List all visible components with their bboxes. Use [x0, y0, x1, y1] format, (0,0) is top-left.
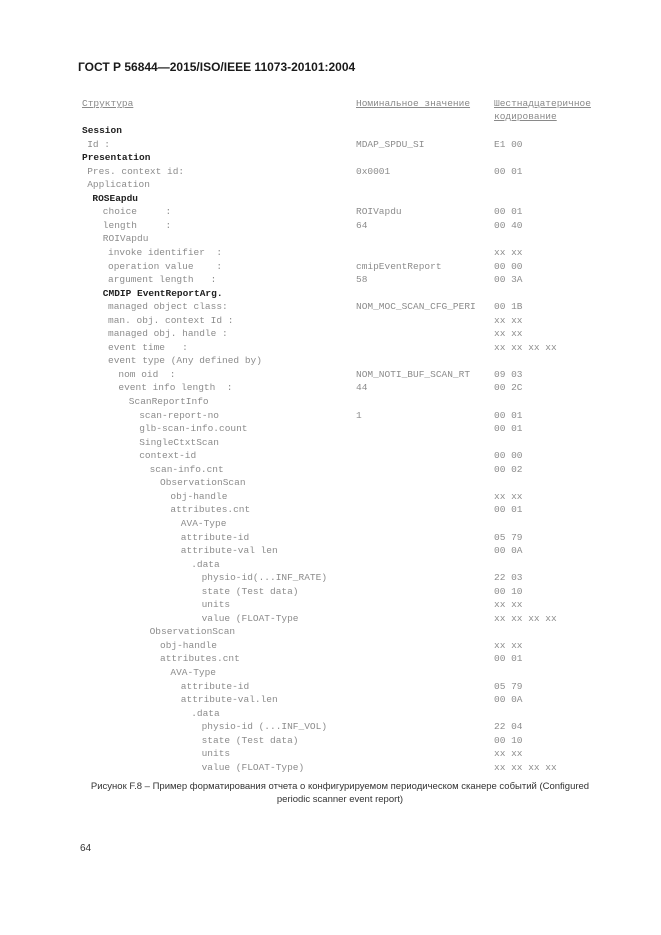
nominal-value-cell: cmipEventReport: [356, 260, 442, 272]
hex-encoding-cell: 00 40: [494, 219, 523, 231]
table-row: [0, 355, 661, 368]
structure-cell: context-id: [139, 450, 197, 462]
structure-cell: event time :: [108, 341, 188, 353]
hex-encoding-cell: 00 00: [494, 260, 523, 272]
hex-encoding-cell: 22 04: [494, 721, 523, 733]
table-row: [0, 369, 661, 382]
structure-cell: managed obj. handle :: [108, 328, 228, 340]
structure-cell: invoke identifier :: [108, 246, 223, 258]
nominal-value-cell: 58: [356, 274, 368, 286]
structure-cell: SingleCtxtScan: [139, 436, 220, 448]
structure-cell: man. obj. context Id :: [108, 314, 234, 326]
structure-cell: choice :: [102, 206, 172, 218]
table-row: [0, 288, 661, 301]
table-row: [0, 748, 661, 761]
structure-cell: scan-info.cnt: [149, 463, 224, 475]
structure-cell: Id :: [87, 138, 110, 150]
table-row: [0, 152, 661, 165]
table-row: [0, 450, 661, 463]
structure-cell: event info length :: [118, 382, 233, 394]
hex-encoding-cell: xx xx: [494, 246, 523, 258]
table-row: [0, 694, 661, 707]
hex-encoding-cell: 00 01: [494, 653, 523, 665]
figure-caption: Рисунок F.8 – Пример форматирования отчета о конфигурируемом периодическом сканере событий (Configured periodic scanner event report): [90, 781, 590, 805]
structure-cell: attributes.cnt: [170, 504, 251, 516]
table-row: [0, 464, 661, 477]
table-row: [0, 653, 661, 666]
nominal-value-cell: ROIVapdu: [356, 206, 402, 218]
structure-cell: AVA-Type: [180, 517, 227, 529]
table-row: [0, 491, 661, 504]
structure-cell: state (Test data): [201, 734, 299, 746]
structure-cell: event type (Any defined by): [108, 355, 262, 367]
table-row: [0, 125, 661, 138]
table-row: [0, 166, 661, 179]
table-row: [0, 261, 661, 274]
table-row: [0, 247, 661, 260]
table-row: [0, 410, 661, 423]
table-row: [0, 572, 661, 585]
structure-cell: attribute-val len: [180, 545, 278, 557]
hex-encoding-cell: xx xx: [494, 599, 523, 611]
structure-cell: attribute-id: [180, 680, 250, 692]
table-row: [0, 518, 661, 531]
structure-cell: .data: [191, 558, 220, 570]
table-row: [0, 423, 661, 436]
nominal-value-cell: NOM_MOC_SCAN_CFG_PERI: [356, 301, 476, 313]
table-row: [0, 274, 661, 287]
hex-encoding-cell: 00 10: [494, 734, 523, 746]
table-row: [0, 193, 661, 206]
hex-encoding-cell: xx xx: [494, 639, 523, 651]
hex-encoding-cell: 00 10: [494, 585, 523, 597]
structure-cell: attribute-val.len: [180, 694, 278, 706]
table-row: [0, 382, 661, 395]
column-header-hex-line2: кодирование: [494, 111, 557, 122]
structure-cell: CMDIP EventReportArg.: [102, 287, 223, 299]
table-row: [0, 599, 661, 612]
hex-encoding-cell: 00 0A: [494, 545, 523, 557]
hex-encoding-cell: xx xx xx xx: [494, 612, 557, 624]
hex-encoding-cell: 00 01: [494, 165, 523, 177]
structure-cell: ROIVapdu: [102, 233, 149, 245]
structure-cell: operation value :: [108, 260, 223, 272]
nominal-value-cell: MDAP_SPDU_SI: [356, 138, 425, 150]
column-header-hex-encoding: [494, 97, 591, 123]
table-row: [0, 233, 661, 246]
column-header-hex-line1: Шестнадцатеричное: [494, 98, 591, 109]
table-row: [0, 762, 661, 775]
table-row: [0, 477, 661, 490]
hex-encoding-cell: xx xx xx xx: [494, 761, 557, 773]
structure-cell: value (FLOAT-Type: [201, 612, 299, 624]
nominal-value-cell: 64: [356, 219, 368, 231]
table-row: [0, 545, 661, 558]
structure-cell: scan-report-no: [139, 409, 220, 421]
structure-cell: Session: [82, 125, 122, 136]
table-row: [0, 220, 661, 233]
structure-cell: obj-handle: [160, 639, 218, 651]
page-number: 64: [80, 843, 92, 854]
structure-cell: state (Test data): [201, 585, 299, 597]
hex-encoding-cell: 00 01: [494, 504, 523, 516]
hex-encoding-cell: xx xx: [494, 328, 523, 340]
structure-cell: ObservationScan: [149, 626, 236, 638]
table-row: [0, 342, 661, 355]
hex-encoding-cell: 00 0A: [494, 694, 523, 706]
hex-encoding-cell: 05 79: [494, 531, 523, 543]
hex-encoding-cell: 05 79: [494, 680, 523, 692]
structure-cell: .data: [191, 707, 220, 719]
hex-encoding-cell: 09 03: [494, 368, 523, 380]
hex-encoding-cell: 00 2C: [494, 382, 523, 394]
structure-cell: managed object class:: [108, 301, 228, 313]
nominal-value-cell: 0x0001: [356, 165, 391, 177]
structure-cell: value (FLOAT-Type): [201, 761, 305, 773]
hex-encoding-cell: 22 03: [494, 572, 523, 584]
table-row: [0, 532, 661, 545]
table-row: [0, 708, 661, 721]
table-row: [0, 396, 661, 409]
hex-encoding-cell: 00 02: [494, 463, 523, 475]
structure-cell: obj-handle: [170, 490, 228, 502]
table-row: [0, 735, 661, 748]
structure-cell: attribute-id: [180, 531, 250, 543]
document-header: ГОСТ Р 56844—2015/ISO/IEEE 11073-20101:2004: [78, 60, 356, 74]
nominal-value-cell: 1: [356, 409, 362, 421]
table-row: [0, 139, 661, 152]
column-header-nominal-value: Номинальное значение: [356, 98, 471, 109]
hex-encoding-cell: 00 01: [494, 409, 523, 421]
table-row: [0, 328, 661, 341]
table-row: [0, 626, 661, 639]
table-row: [0, 179, 661, 192]
structure-cell: ROSEapdu: [92, 192, 138, 204]
structure-cell: nom oid :: [118, 368, 176, 380]
hex-encoding-cell: 00 00: [494, 450, 523, 462]
table-row: [0, 437, 661, 450]
table-row: [0, 667, 661, 680]
table-row: [0, 206, 661, 219]
structure-cell: Application: [87, 179, 150, 191]
structure-cell: units: [201, 599, 231, 611]
structure-cell: ScanReportInfo: [128, 396, 209, 407]
structure-cell: AVA-Type: [170, 667, 216, 678]
structure-cell: Pres. context id:: [87, 165, 185, 177]
table-row: [0, 640, 661, 653]
structure-cell: attributes.cnt: [160, 653, 240, 665]
table-row: [0, 586, 661, 599]
hex-encoding-cell: xx xx: [494, 748, 523, 760]
hex-encoding-cell: xx xx xx xx: [494, 341, 557, 353]
table-row: [0, 681, 661, 694]
structure-cell: argument length :: [108, 274, 217, 286]
table-row: [0, 559, 661, 572]
hex-encoding-cell: 00 01: [494, 206, 523, 218]
table-row: [0, 721, 661, 734]
table-row: [0, 504, 661, 517]
hex-encoding-cell: xx xx: [494, 490, 523, 502]
hex-encoding-cell: xx xx: [494, 314, 523, 326]
hex-encoding-cell: 00 01: [494, 423, 523, 435]
table-row: [0, 613, 661, 626]
structure-cell: physio-id (...INF_VOL): [201, 721, 328, 733]
structure-cell: physio-id(...INF_RATE): [201, 572, 328, 584]
structure-cell: glb-scan-info.count: [139, 423, 248, 435]
table-row: [0, 301, 661, 314]
nominal-value-cell: 44: [356, 382, 368, 394]
structure-cell: Presentation: [82, 152, 151, 164]
structure-cell: units: [201, 748, 231, 760]
hex-encoding-cell: 00 1B: [494, 301, 523, 313]
table-row: [0, 315, 661, 328]
nominal-value-cell: NOM_NOTI_BUF_SCAN_RT: [356, 368, 471, 380]
column-header-structure: Структура: [82, 98, 134, 109]
structure-cell: length :: [102, 219, 172, 231]
structure-cell: ObservationScan: [160, 477, 246, 489]
hex-encoding-cell: 00 3A: [494, 274, 523, 286]
hex-encoding-cell: E1 00: [494, 138, 523, 150]
